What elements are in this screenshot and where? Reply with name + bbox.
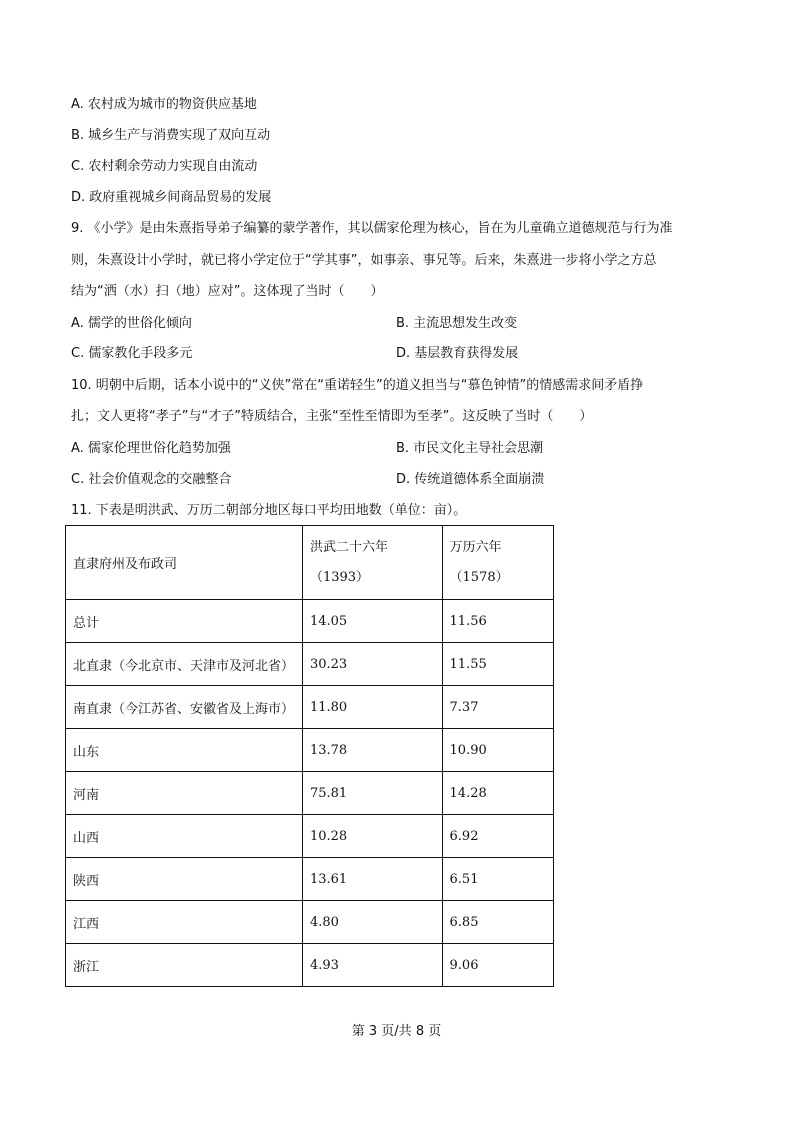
- cell-1393: 10.28: [302, 815, 442, 858]
- q8-option-c: C. 农村剩余劳动力实现自由流动: [71, 159, 258, 174]
- table-row: [66, 729, 554, 772]
- cell-1578: 11.55: [442, 643, 553, 686]
- cell-1393: 14.05: [302, 600, 442, 643]
- q11-intro: 11. 下表是明洪武、万历二朝部分地区每口平均田地数（单位：亩）。: [71, 503, 467, 518]
- cell-region: 浙江: [66, 944, 303, 987]
- q8-option-a: A. 农村成为城市的物资供应基地: [71, 97, 257, 112]
- header-hongwu-title: 洪武二十六年: [309, 539, 388, 555]
- q10-stem-line1: 10. 明朝中后期，话本小说中的“义侠”常在“重诺轻生”的道义担当与“慕色钟情”的情感需求间矛盾挣: [71, 378, 644, 393]
- header-wanli-title: 万历六年: [449, 539, 502, 555]
- q9-stem-line1: 9. 《小学》是由朱熹指导弟子编纂的蒙学著作，其以儒家伦理为核心，旨在为儿童确立道德规范与行为准: [71, 221, 673, 236]
- q8-option-d: D. 政府重视城乡间商品贸易的发展: [71, 190, 272, 205]
- q9-option-b: B. 主流思想发生改变: [396, 316, 518, 331]
- table-row: [66, 858, 554, 901]
- table-row: [66, 686, 554, 729]
- cell-region: 总计: [66, 600, 303, 643]
- cell-1578: 10.90: [442, 729, 553, 772]
- land-per-capita-table: [65, 525, 554, 987]
- table-row: [66, 944, 554, 987]
- q8-option-b: B. 城乡生产与消费实现了双向互动: [71, 128, 271, 143]
- cell-1578: 14.28: [442, 772, 553, 815]
- cell-1393: 4.80: [302, 901, 442, 944]
- header-wanli-year: （1578）: [449, 569, 509, 585]
- page-footer: 第 3 页/共 8 页: [351, 1024, 442, 1039]
- header-hongwu-year: （1393）: [309, 569, 370, 585]
- cell-1578: 9.06: [442, 944, 553, 987]
- cell-1578: 6.85: [442, 901, 553, 944]
- q9-option-d: D. 基层教育获得发展: [396, 346, 519, 361]
- table-row: [66, 600, 554, 643]
- table-row: [66, 643, 554, 686]
- header-hongwu: [302, 526, 442, 600]
- q9-stem-line3: 结为“洒（水）扫（地）应对”。这体现了当时（ ）: [71, 284, 384, 299]
- cell-1393: 11.80: [302, 686, 442, 729]
- q10-option-a: A. 儒家伦理世俗化趋势加强: [71, 441, 231, 456]
- table-header-row: [66, 526, 554, 600]
- cell-1393: 13.78: [302, 729, 442, 772]
- q10-option-c: C. 社会价值观念的交融整合: [71, 472, 232, 487]
- header-wanli: [442, 526, 553, 600]
- cell-1578: 6.51: [442, 858, 553, 901]
- q10-option-d: D. 传统道德体系全面崩溃: [396, 472, 545, 487]
- cell-1393: 13.61: [302, 858, 442, 901]
- cell-region: 陕西: [66, 858, 303, 901]
- header-region: 直隶府州及布政司: [66, 526, 303, 600]
- q9-option-c: C. 儒家教化手段多元: [71, 346, 193, 361]
- cell-1393: 75.81: [302, 772, 442, 815]
- q10-stem-line2: 扎；文人更将“孝子”与“才子”特质结合，主张“至性至情即为至孝”。这反映了当时（ ）: [71, 409, 593, 424]
- cell-1578: 6.92: [442, 815, 553, 858]
- cell-1578: 11.56: [442, 600, 553, 643]
- q9-option-a: A. 儒学的世俗化倾向: [71, 316, 192, 331]
- table-row: [66, 901, 554, 944]
- table-row: [66, 772, 554, 815]
- cell-1393: 30.23: [302, 643, 442, 686]
- cell-region: 北直隶（今北京市、天津市及河北省）: [66, 643, 303, 686]
- cell-1393: 4.93: [302, 944, 442, 987]
- cell-1578: 7.37: [442, 686, 553, 729]
- q9-stem-line2: 则，朱熹设计小学时，就已将小学定位于“学其事”，如事亲、事兄等。后来，朱熹进一步将小学之方总: [71, 253, 657, 268]
- table-row: [66, 815, 554, 858]
- q10-option-b: B. 市民文化主导社会思潮: [396, 441, 544, 456]
- cell-region: 山西: [66, 815, 303, 858]
- cell-region: 山东: [66, 729, 303, 772]
- cell-region: 江西: [66, 901, 303, 944]
- cell-region: 南直隶（今江苏省、安徽省及上海市）: [66, 686, 303, 729]
- cell-region: 河南: [66, 772, 303, 815]
